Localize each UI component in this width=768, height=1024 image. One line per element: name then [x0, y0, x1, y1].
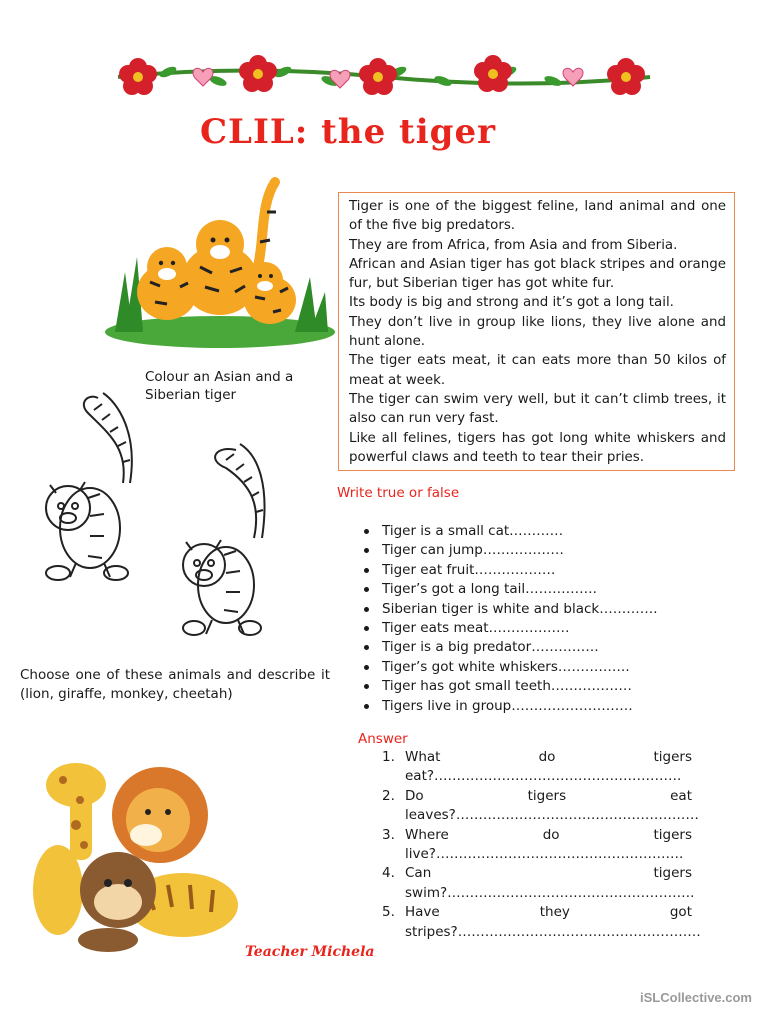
list-item: Tiger has got small teeth………………: [382, 677, 658, 696]
fact-paragraph: African and Asian tiger has got black stripes and orange fur, but Siberian tiger has got white fur.: [349, 256, 726, 292]
red-flower-icon: [607, 58, 645, 95]
tiger-facts-box: [338, 192, 735, 471]
question-number: 5.: [382, 904, 395, 921]
list-item: Tiger’s got white whiskers…………….: [382, 658, 658, 677]
question-text: Do tigers eat leaves?………………………………………………: [405, 787, 699, 824]
red-flower-icon: [119, 58, 157, 95]
fact-paragraph: Tiger is one of the biggest feline, land animal and one of the five big predators.: [349, 199, 726, 234]
flower-garland-decoration: [108, 50, 660, 100]
fact-paragraph: Its body is big and strong and it’s got a long tail.: [349, 295, 674, 311]
red-flower-icon: [474, 55, 512, 92]
question-text: Where do tigers live?……………………………………………….: [405, 826, 692, 863]
question-number: 2.: [382, 787, 395, 804]
question-text: What do tigers eat?……………………………………………….: [405, 749, 692, 785]
question-item: [380, 826, 692, 865]
fact-paragraph: The tiger eats meat, it can eats more than 50 kilos of meat at week.: [349, 353, 726, 388]
question-text: Have they got stripes?………………………………………………: [405, 904, 701, 940]
list-item: Tiger is a big predator……………: [382, 638, 658, 657]
true-false-heading: Write true or false: [337, 485, 460, 501]
choose-instruction-text: Choose one of these animals and describe it (lion, giraffe, monkey, cheetah): [20, 667, 330, 702]
fact-paragraph: The tiger can swim very well, but it can’t climb trees, it also can run very fast.: [349, 391, 726, 427]
red-flower-icon: [239, 55, 277, 92]
list-item: Siberian tiger is white and black………….: [382, 600, 658, 619]
colouring-tiger-outline: [28, 388, 150, 588]
teacher-signature: Teacher Michela: [245, 944, 375, 960]
list-item: Tiger’s got a long tail…………….: [382, 580, 658, 599]
fact-paragraph: They don’t live in group like lions, they live alone and hunt alone.: [349, 314, 726, 350]
list-item: Tiger eat fruit………………: [382, 561, 658, 580]
answer-heading: Answer: [358, 731, 408, 747]
question-item: [380, 787, 699, 826]
red-flower-icon: [359, 58, 397, 95]
list-item: Tiger can jump………………: [382, 541, 658, 560]
question-item: [380, 748, 692, 787]
colouring-tiger-outline: [166, 440, 278, 640]
list-item: Tiger eats meat………………: [382, 619, 658, 638]
question-list: [380, 748, 701, 942]
question-text: Can tigers swim?……………………………………………….: [405, 865, 695, 901]
fact-paragraph: They are from Africa, from Asia and from Siberia.: [349, 237, 678, 253]
animals-group-illustration: [18, 740, 250, 955]
site-watermark: iSLCollective.com: [640, 990, 752, 1005]
choose-animal-instruction: [20, 666, 330, 703]
page-title: CLIL: the tiger: [200, 112, 496, 152]
fact-paragraph: Like all felines, tigers has got long white whiskers and powerful claws and teeth to tear their pries.: [349, 430, 726, 465]
list-item: Tiger is a small cat…………: [382, 522, 658, 541]
question-item: [380, 903, 701, 942]
list-item: Tigers live in group………………………: [382, 697, 658, 716]
true-false-list: [336, 522, 658, 716]
colour-instruction: Colour an Asian and a Siberian tiger: [145, 369, 294, 403]
question-number: 4.: [382, 865, 395, 882]
tiger-family-illustration: [95, 172, 335, 352]
question-number: 3.: [382, 826, 395, 843]
question-item: [380, 864, 695, 903]
question-number: 1.: [382, 749, 395, 765]
